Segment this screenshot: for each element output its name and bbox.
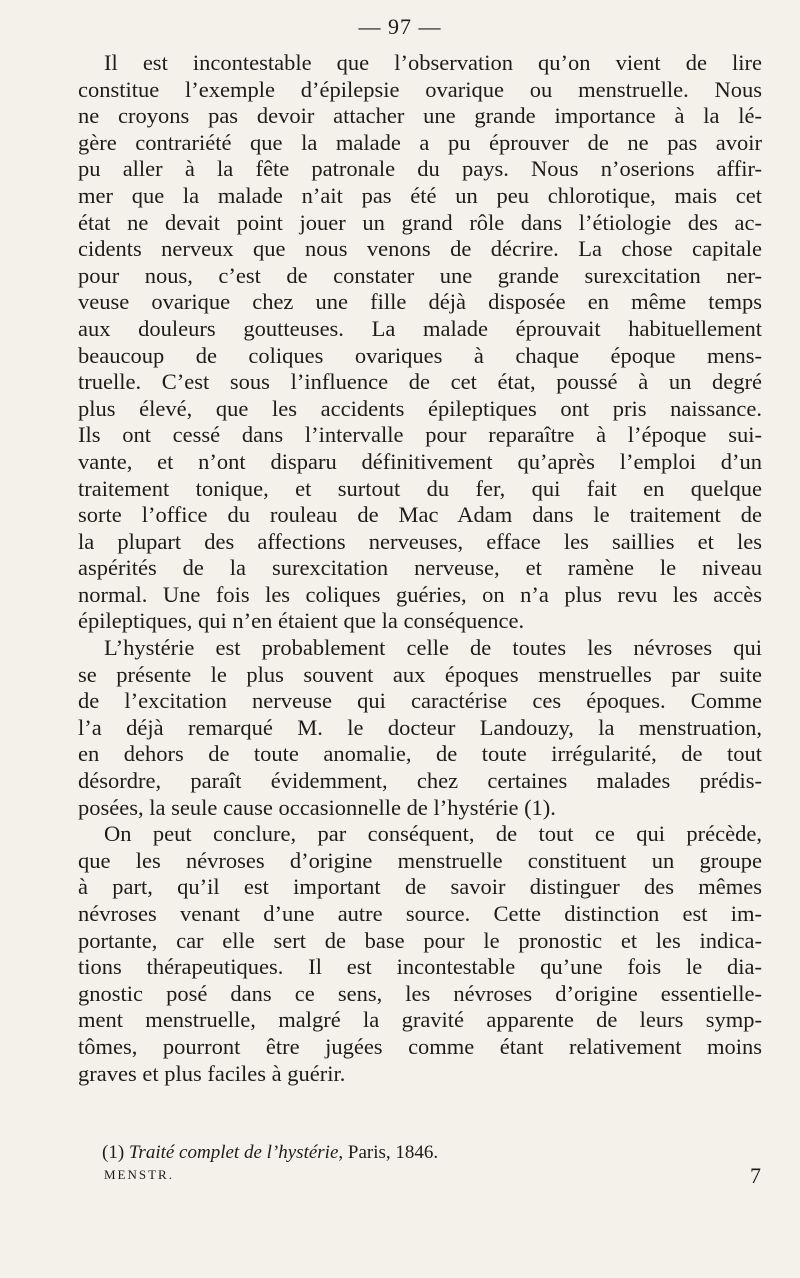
text-line: gnostic posé dans ce sens, les névroses d’origine essentielle- xyxy=(78,980,762,1006)
text-line: de l’excitation nerveuse qui caractérise ces époques. Comme xyxy=(78,688,762,714)
text-line: névroses venant d’une autre source. Cette distinction est im- xyxy=(78,901,762,926)
text-line: Il est incontestable que l’observation qu’on vient de lire xyxy=(104,50,762,75)
text-line: mer que la malade n’ait pas été un peu chlorotique, mais cet xyxy=(78,182,762,208)
text-line: vante, et n’ont disparu définitivement qu’après l’emploi d’un xyxy=(78,448,762,474)
text-line: normal. Une fois les coliques guéries, on n’a plus revu les accès xyxy=(78,581,762,607)
text-line: pu aller à la fête patronale du pays. Nous n’oserions affir- xyxy=(78,156,762,182)
text-line: ne croyons pas devoir attacher une grande importance à la lé- xyxy=(78,103,762,129)
signature-mark: MENSTR. xyxy=(104,1167,174,1182)
text-line: désordre, paraît évidemment, chez certaines malades prédis- xyxy=(78,768,762,794)
text-line: Ils ont cessé dans l’intervalle pour reparaître à l’époque sui- xyxy=(78,422,762,448)
text-line: beaucoup de coliques ovariques à chaque époque mens- xyxy=(78,342,762,368)
text-line: portante, car elle sert de base pour le pronostic et les indica- xyxy=(78,927,762,953)
footnote xyxy=(102,1142,438,1164)
text-line: sorte l’office du rouleau de Mac Adam dans le traitement de xyxy=(78,502,762,528)
text-line: tômes, pourront être jugées comme étant relativement moins xyxy=(78,1033,762,1059)
text-line: On peut conclure, par conséquent, de tout ce qui précède, xyxy=(104,821,762,847)
text-line: la plupart des affections nerveuses, efface les saillies et les xyxy=(78,528,762,554)
text-line: traitement tonique, et surtout du fer, qui fait en quelque xyxy=(78,475,762,501)
text-line: état ne devait point jouer un grand rôle dans l’étiologie des ac- xyxy=(78,209,762,235)
text-line: pour nous, c’est de constater une grande surexcitation ner- xyxy=(78,262,762,288)
footnote-marker: (1) xyxy=(102,1142,125,1163)
text-line: gère contrariété que la malade a pu éprouver de ne pas avoir xyxy=(78,129,762,155)
text-line: veuse ovarique chez une fille déjà disposée en même temps xyxy=(78,289,762,315)
text-line: épileptiques, qui n’en étaient que la conséquence. xyxy=(78,608,525,634)
body-text xyxy=(78,50,762,1087)
text-line: plus élevé, que les accidents épileptiques ont pris naissance. xyxy=(78,395,762,421)
text-line: truelle. C’est sous l’influence de cet état, poussé à un degré xyxy=(78,369,762,395)
text-line: posées, la seule cause occasionnelle de l’hystérie (1). xyxy=(78,794,556,820)
text-line: l’a déjà remarqué M. le docteur Landouzy, la menstruation, xyxy=(78,714,762,740)
footnote-rest: , Paris, 1846. xyxy=(338,1142,439,1163)
signature-number: 7 xyxy=(750,1163,761,1188)
text-line: en dehors de toute anomalie, de toute irrégularité, de tout xyxy=(78,741,762,767)
text-line: graves et plus faciles à guérir. xyxy=(78,1060,346,1086)
text-line: que les névroses d’origine menstruelle constituent un groupe xyxy=(78,847,762,873)
text-line: cidents nerveux que nous venons de décrire. La chose capitale xyxy=(78,236,762,262)
page-number: — 97 — xyxy=(358,14,442,39)
text-line: L’hystérie est probablement celle de toutes les névroses qui xyxy=(104,635,762,661)
text-line: ment menstruelle, malgré la gravité apparente de leurs symp- xyxy=(78,1007,762,1033)
text-line: se présente le plus souvent aux époques menstruelles par suite xyxy=(78,661,762,687)
text-line: tions thérapeutiques. Il est incontestable qu’une fois le dia- xyxy=(78,954,762,980)
text-line: aspérités de la surexcitation nerveuse, et ramène le niveau xyxy=(78,555,762,581)
footnote-title: Traité complet de l’hystérie xyxy=(128,1142,339,1163)
text-line: à part, qu’il est important de savoir distinguer des mêmes xyxy=(78,874,762,900)
text-line: aux douleurs goutteuses. La malade éprouvait habituellement xyxy=(78,315,762,341)
text-line: constitue l’exemple d’épilepsie ovarique ou menstruelle. Nous xyxy=(78,76,762,102)
